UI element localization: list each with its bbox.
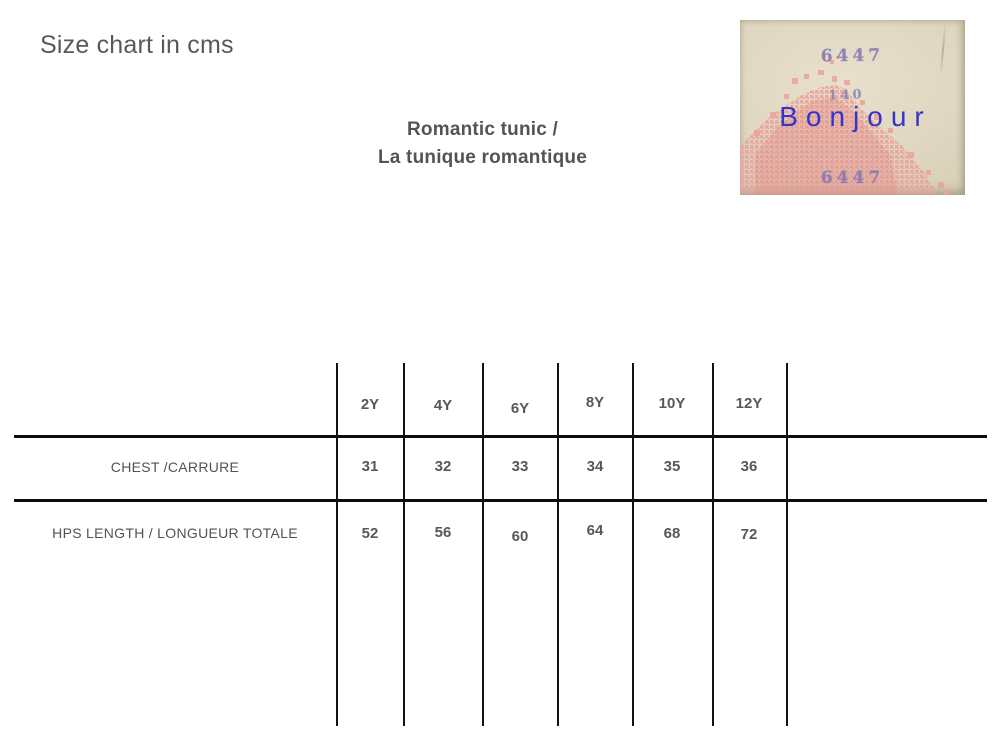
row-label: CHEST /CARRURE [110,459,240,475]
table-horizontal-line [14,499,987,502]
product-title-line2: La tunique romantique [378,147,587,168]
stamp-number-bottom: 6447 [820,168,885,188]
stamp-number-top: 6447 [820,45,885,67]
table-vertical-line [632,363,634,726]
hps-length-value: 56 [434,524,452,541]
chest-value: 32 [434,458,452,475]
product-title-line1: Romantic tunic / [407,119,558,140]
row-label: HPS LENGTH / LONGUEUR TOTALE [52,525,298,541]
table-vertical-line [786,363,788,726]
size-column-header: 6Y [510,400,530,417]
chest-value: 34 [586,458,604,475]
chest-value: 35 [663,458,681,475]
hps-length-value: 52 [361,525,379,542]
chest-value: 36 [740,458,758,475]
table-vertical-line [557,363,559,726]
hps-length-value: 72 [740,526,758,543]
chest-value: 33 [511,458,529,475]
page-title: Size chart in cms [40,31,234,59]
size-column-header: 2Y [360,396,380,413]
product-title [285,116,680,172]
size-column-header: 10Y [658,395,686,412]
table-vertical-line [336,363,338,726]
brand-name: Bonjour [779,101,932,132]
hps-length-value: 68 [663,525,681,542]
size-column-header: 4Y [433,397,453,414]
table-vertical-line [482,363,484,726]
table-horizontal-line [14,435,987,438]
hps-length-value: 60 [511,528,529,545]
hps-length-value: 64 [586,522,604,539]
brand-logo [740,20,965,195]
table-vertical-line [403,363,405,726]
size-column-header: 12Y [735,395,763,412]
table-vertical-line [712,363,714,726]
stamp-number-middle: 140 [828,87,865,104]
chest-value: 31 [361,458,379,475]
size-column-header: 8Y [585,394,605,411]
